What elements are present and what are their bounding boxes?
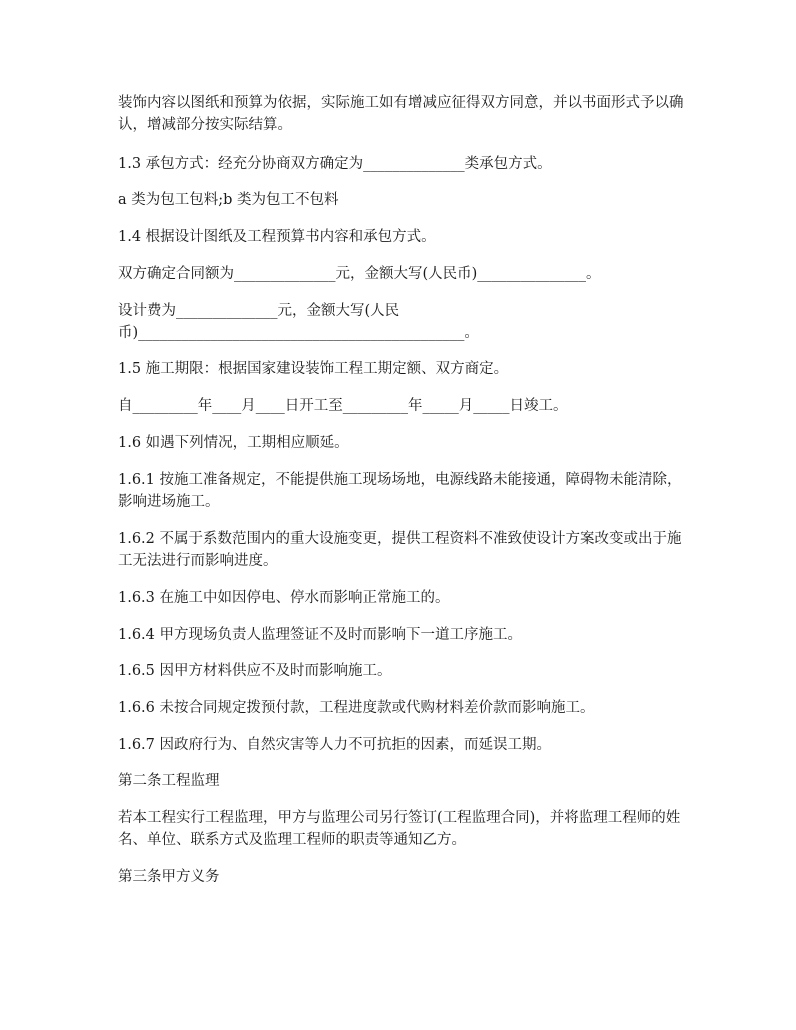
heading-article-3: 第三条甲方义务 xyxy=(118,869,220,885)
paragraph-1-5-schedule: 1.5 施工期限：根据国家建设装饰工程工期定额、双方商定。 xyxy=(118,361,509,377)
paragraph-1-3-contract-mode: 1.3 承包方式：经充分协商双方确定为______________类承包方式。 xyxy=(118,156,552,172)
paragraph-1-4: 1.4 根据设计图纸及工程预算书内容和承包方式。 xyxy=(118,229,436,245)
paragraph-1-6-5: 1.6.5 因甲方材料供应不及时而影响施工。 xyxy=(118,663,392,679)
paragraph-scope-basis: 装饰内容以图纸和预算为依据，实际施工如有增减应征得双方同意，并以书面形式予以确认，增减部分按实际结算。 xyxy=(118,95,684,133)
paragraph-1-6: 1.6 如遇下列情况，工期相应顺延。 xyxy=(118,435,349,451)
paragraph-contract-types: a 类为包工包料;b 类为包工不包料 xyxy=(118,192,339,208)
paragraph-contract-amount: 双方确定合同额为______________元，金额大写(人民币)_______________。 xyxy=(118,266,601,282)
paragraph-1-6-1: 1.6.1 按施工准备规定，不能提供施工现场场地，电源线路未能接通，障碍物未能清除，影响进场施工。 xyxy=(118,472,682,510)
paragraph-1-6-2: 1.6.2 不属于系数范围内的重大设施变更，提供工程资料不准致使设计方案改变或出于施工无法进行而影响进度。 xyxy=(118,531,682,569)
paragraph-design-fee-cont: 币)_____________________________________________。 xyxy=(118,325,479,341)
paragraph-start-end-dates: 自_________年____月____日开工至_________年_____月_____日竣工。 xyxy=(118,398,568,414)
paragraph-1-6-4: 1.6.4 甲方现场负责人监理签证不及时而影响下一道工序施工。 xyxy=(118,627,523,643)
paragraph-1-6-6: 1.6.6 未按合同规定拨预付款，工程进度款或代购材料差价款而影响施工。 xyxy=(118,700,595,716)
heading-article-2: 第二条工程监理 xyxy=(118,773,220,789)
paragraph-design-fee: 设计费为______________元，金额大写(人民 xyxy=(118,303,400,319)
paragraph-1-6-7: 1.6.7 因政府行为、自然灾害等人力不可抗拒的因素，而延误工期。 xyxy=(118,737,552,753)
paragraph-supervision: 若本工程实行工程监理，甲方与监理公司另行签订(工程监理合同)，并将监理工程师的姓名、单位、联系方式及监理工程师的职责等通知乙方。 xyxy=(118,810,681,848)
paragraph-1-6-3: 1.6.3 在施工中如因停电、停水而影响正常施工的。 xyxy=(118,590,450,606)
